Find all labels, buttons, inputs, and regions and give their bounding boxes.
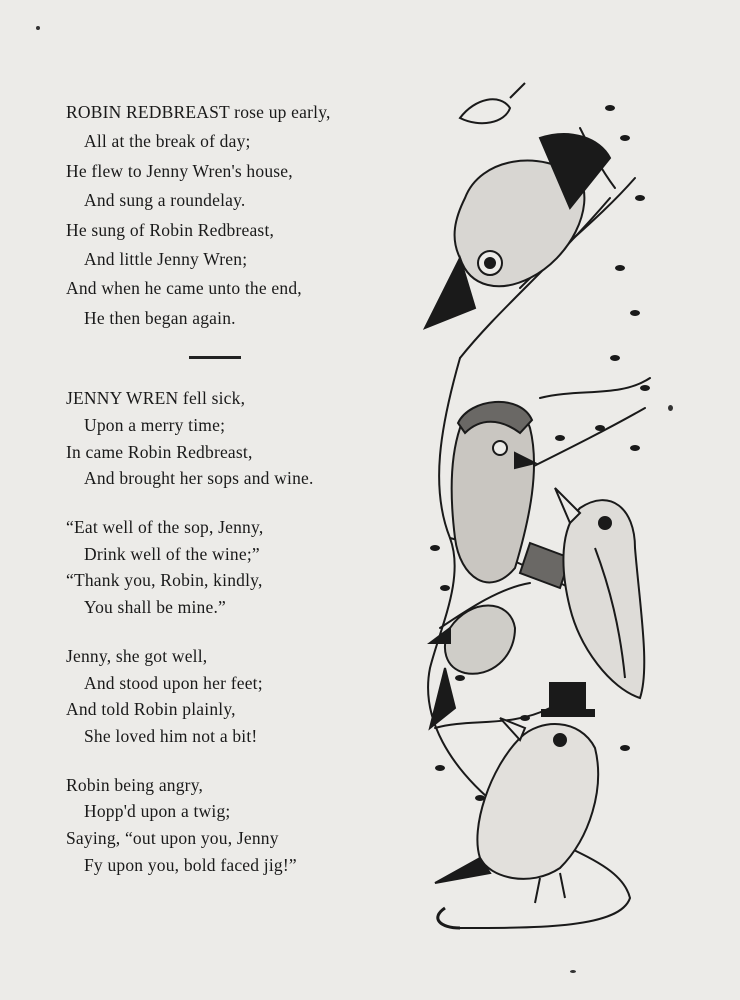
poem-line: Fy upon you, bold faced jig!” xyxy=(84,854,297,875)
stanza-1 xyxy=(66,98,426,333)
poem-line: And when he came unto the end, xyxy=(66,278,302,299)
poem-text xyxy=(66,98,426,879)
poem-line: “Thank you, Robin, kindly, xyxy=(66,570,263,591)
poem-line: Hopp'd upon a twig; xyxy=(84,801,231,822)
stanza-2 xyxy=(66,385,426,492)
poem-line: Upon a merry time; xyxy=(84,414,226,435)
paper-speck xyxy=(668,405,673,411)
poem-line: You shall be mine.” xyxy=(84,597,227,618)
paper-speck xyxy=(570,970,576,973)
poem-line: He then began again. xyxy=(84,307,236,328)
poem-line: “Eat well of the sop, Jenny, xyxy=(66,517,264,538)
poem-line: All at the break of day; xyxy=(84,131,251,152)
poem-line: And stood upon her feet; xyxy=(84,672,263,693)
birds-on-branch-engraving-icon xyxy=(420,68,660,948)
stanza-3 xyxy=(66,514,426,621)
paper-speck xyxy=(36,26,40,30)
poem-line: JENNY WREN fell sick, xyxy=(66,388,246,409)
poem-line: She loved him not a bit! xyxy=(84,725,258,746)
poem-line: Drink well of the wine;” xyxy=(84,543,260,564)
poem-line: And brought her sops and wine. xyxy=(84,468,314,489)
poem-line: He sung of Robin Redbreast, xyxy=(66,219,275,240)
poem-line: He flew to Jenny Wren's house, xyxy=(66,160,293,181)
poem-line: And sung a roundelay. xyxy=(84,190,246,211)
section-divider xyxy=(189,356,241,359)
poem-line: And told Robin plainly, xyxy=(66,699,236,720)
poem-line: Saying, “out upon you, Jenny xyxy=(66,828,279,849)
poem-line: Robin being angry, xyxy=(66,774,204,795)
poem-line: ROBIN REDBREAST rose up early, xyxy=(66,102,331,122)
poem-line: In came Robin Redbreast, xyxy=(66,441,253,462)
poem-line: Jenny, she got well, xyxy=(66,645,208,666)
poem-line: And little Jenny Wren; xyxy=(84,249,248,270)
stanza-4 xyxy=(66,643,426,750)
stanza-5 xyxy=(66,772,426,879)
